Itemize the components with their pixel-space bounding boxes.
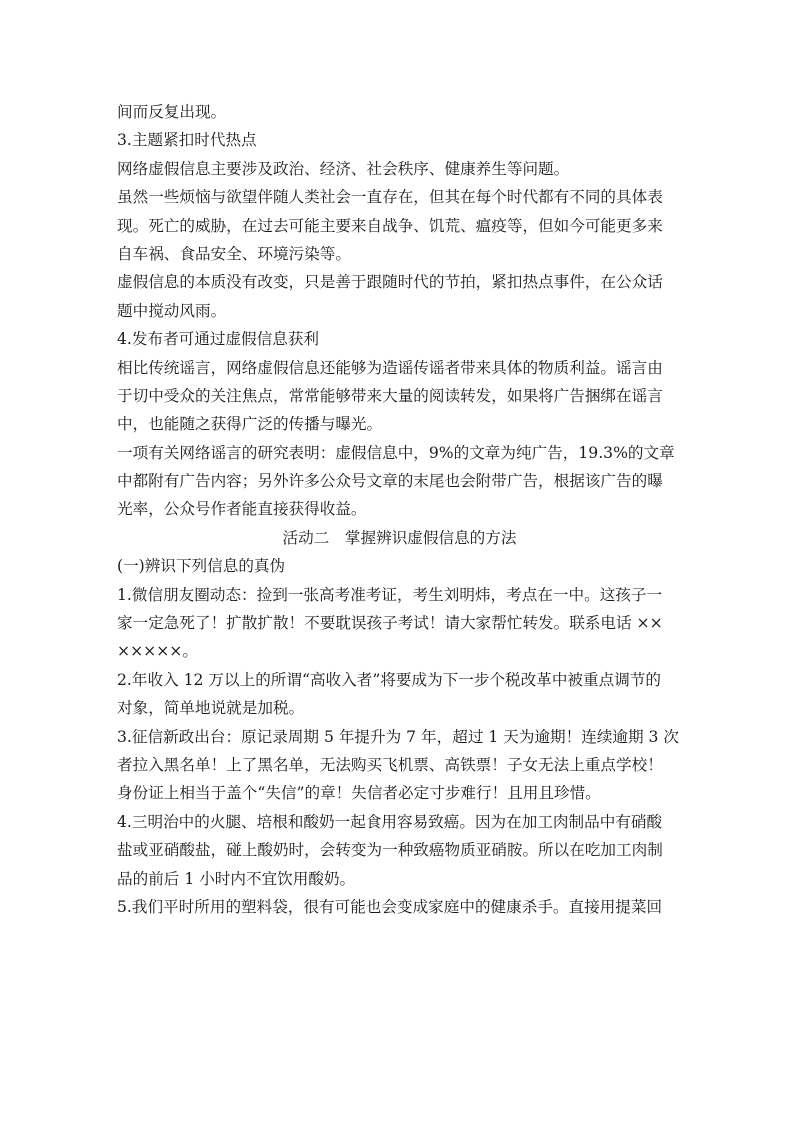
paragraph-line: 自车祸、食品安全、环境污染等。 <box>117 244 351 263</box>
section-heading: (一)辨识下列信息的真伪 <box>117 557 286 576</box>
paragraph-line: 间而反复出现。 <box>117 103 227 121</box>
paragraph-line: 相比传统谣言，网络虚假信息还能够为造谣传谣者带来具体的物质利益。谣言由 <box>117 358 663 377</box>
list-item-line: 1.微信朋友圈动态：捡到一张高考准考证，考生刘明炜，考点在一中。这孩子一 <box>117 585 663 604</box>
list-item-line: 2.年收入 12 万以上的所谓“高收入者”将要成为下一步个税改革中被重点调节的 <box>117 670 661 689</box>
paragraph-line: 网络虚假信息主要涉及政治、经济、社会秩序、健康养生等问题。 <box>117 159 570 178</box>
list-item-line: 者拉入黑名单！上了黑名单，无法购买飞机票、高铁票！子女无法上重点学校！ <box>117 755 663 774</box>
paragraph-line: 虚假信息的本质没有改变，只是善于跟随时代的节拍，紧扣热点事件，在公众话 <box>117 273 663 292</box>
section-heading: 3.主题紧扣时代热点 <box>117 131 257 150</box>
list-item-line: 盐或亚硝酸盐，碰上酸奶时，会转变为一种致癌物质亚硝胺。所以在吃加工肉制 <box>117 841 663 860</box>
paragraph-line: 中，也能随之获得广泛的传播与曝光。 <box>117 415 383 434</box>
document-page <box>117 98 682 921</box>
list-item-line: ×××××。 <box>117 642 198 661</box>
list-item-line: 3.征信新政出台：原记录周期 5 年提升为 7 年，超过 1 天为逾期！连续逾期 3 次 <box>117 727 680 746</box>
paragraph-line: 中都附有广告内容；另外许多公众号文章的末尾也会附带广告，根据该广告的曝 <box>117 472 663 491</box>
paragraph-line: 虽然一些烦恼与欲望伴随人类社会一直存在，但其在每个时代都有不同的具体表 <box>117 188 663 207</box>
list-item-line: 家一定急死了！扩散扩散！不要耽误孩子考试！请大家帮忙转发。联系电话 ×× <box>117 614 663 633</box>
activity-title: 活动二 掌握辨识虚假信息的方法 <box>282 528 517 547</box>
list-item-line: 5.我们平时所用的塑料袋，很有可能也会变成家庭中的健康杀手。直接用提菜回 <box>117 897 663 916</box>
paragraph-line: 于切中受众的关注焦点，常常能够带来大量的阅读转发，如果将广告捆绑在谣言 <box>117 386 663 405</box>
paragraph-line: 一项有关网络谣言的研究表明：虚假信息中，9%的文章为纯广告，19.3%的文章 <box>117 443 675 462</box>
paragraph-line: 光率，公众号作者能直接获得收益。 <box>117 500 367 519</box>
section-heading: 4.发布者可通过虚假信息获利 <box>117 330 320 349</box>
list-item-line: 4.三明治中的火腿、培根和酸奶一起食用容易致癌。因为在加工肉制品中有硝酸 <box>117 812 663 831</box>
list-item-line: 品的前后 1 小时内不宜饮用酸奶。 <box>117 869 356 888</box>
paragraph-line: 现。死亡的威胁，在过去可能主要来自战争、饥荒、瘟疫等，但如今可能更多来 <box>117 216 663 235</box>
paragraph-line: 题中搅动风雨。 <box>117 301 227 320</box>
list-item-line: 身份证上相当于盖个“失信”的章！失信者必定寸步难行！且用且珍惜。 <box>117 784 601 803</box>
list-item-line: 对象，简单地说就是加税。 <box>117 699 305 718</box>
